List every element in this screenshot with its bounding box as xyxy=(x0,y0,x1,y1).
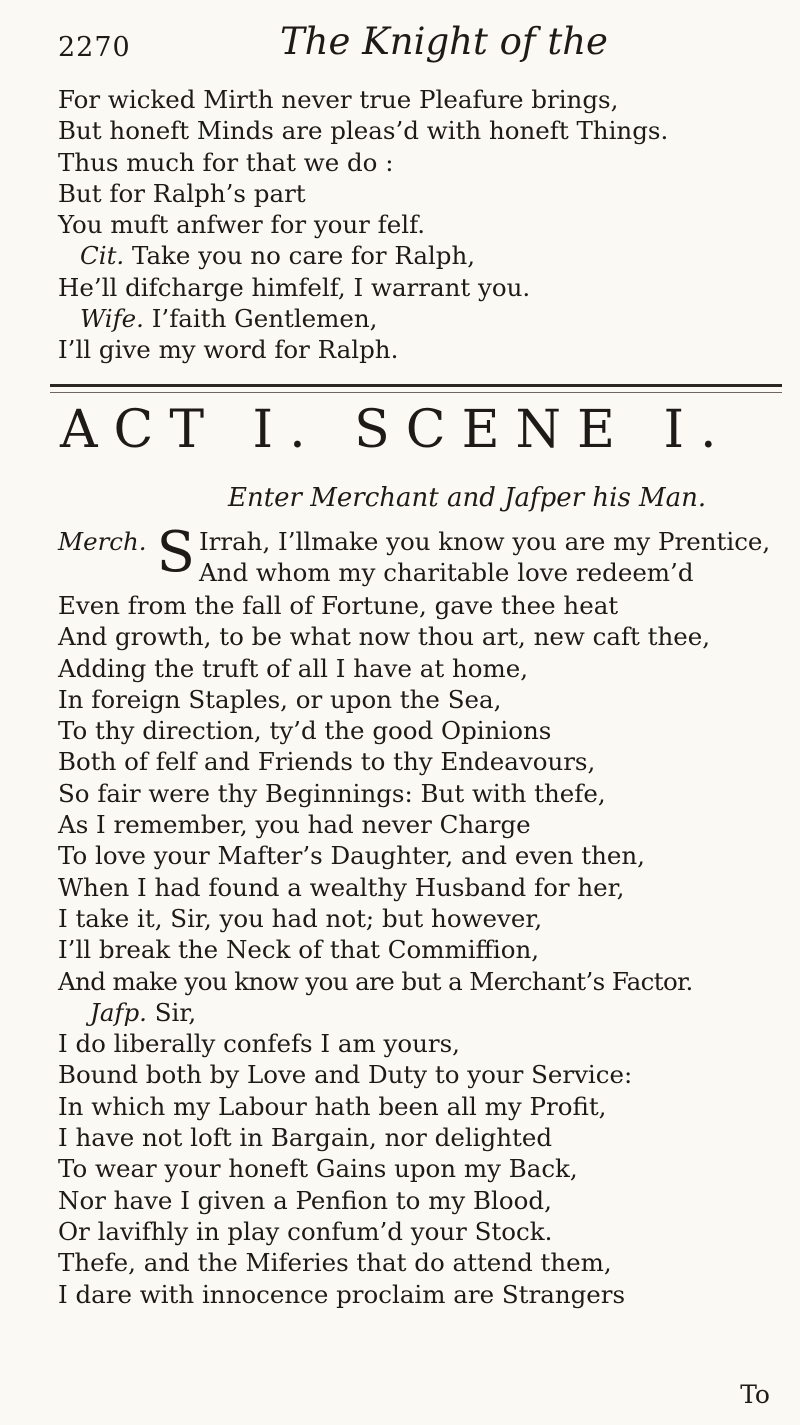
speaker-merchant: Merch. xyxy=(58,527,147,556)
jasper-line: Bound both by Love and Duty to your Service: xyxy=(58,1060,633,1090)
merchant-line: And make you know you are but a Merchant’s Factor. xyxy=(58,966,693,996)
stage-direction: Enter Merchant and Jafper his Man. xyxy=(228,483,707,513)
section-divider xyxy=(50,384,782,393)
verse-line: You muft anfwer for your felf. xyxy=(58,210,426,240)
act-scene-heading: ACT I. SCENE I. xyxy=(60,400,733,460)
merchant-line: When I had found a wealthy Husband for her, xyxy=(58,872,625,902)
cit-line xyxy=(58,240,778,271)
opening-verse xyxy=(58,84,778,366)
merchant-line: Even from the fall of Fortune, gave thee heat xyxy=(58,591,619,620)
cit-first-line: Take you no care for Ralph, xyxy=(132,241,476,271)
merchant-opening xyxy=(58,520,780,590)
jasper-line: I do liberally confefs I am yours, xyxy=(58,1029,460,1059)
verse-line: For wicked Mirth never true Pleafure brings, xyxy=(58,85,619,114)
merchant-first-line: Irrah, I’llmake you know you are my Prentice, xyxy=(198,527,771,556)
catchword: To xyxy=(740,1380,770,1409)
verse-line: Thus much for that we do : xyxy=(58,147,394,177)
running-head: The Knight of the xyxy=(280,20,608,63)
jasper-line: I have not loft in Bargain, nor delighted xyxy=(58,1123,553,1153)
merchant-line: As I remember, you had never Charge xyxy=(58,810,531,840)
merchant-line: Both of felf and Friends to thy Endeavours, xyxy=(58,747,596,777)
jasper-line: Or lavifhly in play confum’d your Stock. xyxy=(58,1216,553,1246)
speaker-jasper: Jafp. xyxy=(90,997,147,1027)
jasper-line: Nor have I given a Penfion to my Blood, xyxy=(58,1185,552,1215)
merchant-second-line: And whom my charitable love redeem’d xyxy=(198,558,694,588)
jasper-line: I dare with innocence proclaim are Strangers xyxy=(58,1279,626,1309)
jasper-line: In which my Labour hath been all my Profit, xyxy=(58,1091,607,1121)
verse-line: But honeft Minds are pleas’d with honeft Things. xyxy=(58,116,669,146)
page-number: 2270 xyxy=(58,32,131,63)
verse-line: But for Ralph’s part xyxy=(58,178,306,208)
merchant-line: I’ll break the Neck of that Commiffion, xyxy=(58,935,540,965)
merchant-line: In foreign Staples, or upon the Sea, xyxy=(58,684,502,714)
merchant-line: And growth, to be what now thou art, new caft thee, xyxy=(58,622,711,652)
cit-second-line: He’ll difcharge himfelf, I warrant you. xyxy=(58,272,531,302)
wife-second-line: I’ll give my word for Ralph. xyxy=(58,335,399,365)
jasper-line: To wear your honeft Gains upon my Back, xyxy=(58,1154,578,1184)
merchant-line: To love your Mafter’s Daughter, and even then, xyxy=(58,841,645,871)
speaker-wife: Wife. xyxy=(80,304,144,334)
page-header xyxy=(58,18,760,78)
jasper-line: Thefe, and the Miferies that do attend them, xyxy=(58,1248,612,1278)
wife-line xyxy=(58,303,778,334)
merchant-line: To thy direction, ty’d the good Opinions xyxy=(58,716,552,746)
merchant-line: I take it, Sir, you had not; but however, xyxy=(58,903,543,933)
speaker-cit: Cit. xyxy=(80,241,125,271)
jasper-first-line: Sir, xyxy=(154,997,197,1027)
drop-cap: S xyxy=(156,520,195,585)
merchant-line: Adding the truft of all I have at home, xyxy=(58,653,529,683)
wife-first-line: I’faith Gentlemen, xyxy=(151,304,378,334)
merchant-and-jasper-speeches xyxy=(58,520,780,1310)
merchant-line: So fair were thy Beginnings: But with thefe, xyxy=(58,778,606,808)
jasper-opening xyxy=(58,997,780,1028)
